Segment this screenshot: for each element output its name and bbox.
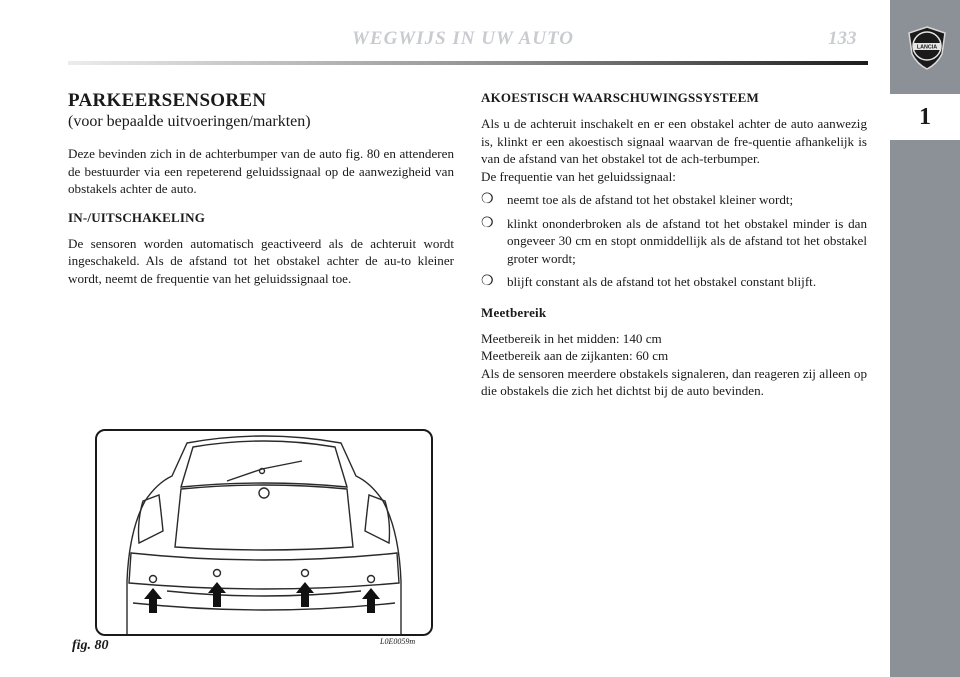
bullet-icon: ❍ — [481, 274, 494, 289]
range-note: Als de sensoren meerdere obstakels signaleren, dan reageren zij alleen op die obstakels die zich het dichtst bij de auto bevinden. — [481, 365, 867, 398]
list-item: ❍ blijft constant als de afstand tot het obstakel constant blijft. — [481, 274, 817, 289]
page-number: 133 — [828, 28, 857, 49]
list-item: ❍ klinkt ononderbroken als de afstand tot het obstakel minder is dan ongeveer 30 cm en stopt onmiddellijk als de afstand tot het obstakel groter wordt; — [481, 215, 867, 266]
acoustic-heading: AKOESTISCH WAARSCHUWINGSSYSTEEM — [481, 90, 759, 105]
header-rule — [68, 61, 868, 65]
section-subtitle: (voor bepaalde uitvoeringen/markten) — [68, 113, 311, 130]
range-sides: Meetbereik aan de zijkanten: 60 cm — [481, 348, 669, 363]
figure-caption: fig. 80 — [72, 638, 109, 653]
acoustic-intro: Als u de achteruit inschakelt en er een obstakel achter de auto aanwezig is, klinkt er een akoestisch signaal waarvan de fre-quentie afhankelijk is van de afstand van het obstakel tot de ach-terbumper. — [481, 116, 867, 166]
bullet-icon: ❍ — [481, 215, 494, 231]
right-column — [481, 90, 867, 400]
car-rear-illustration — [97, 431, 431, 634]
figure-code: L0E0059m — [380, 637, 416, 646]
chapter-tab[interactable]: 1 — [890, 94, 960, 140]
header-title: WEGWIJS IN UW AUTO — [352, 28, 574, 49]
left-column — [68, 90, 454, 287]
section-title: PARKEERSENSOREN — [68, 90, 267, 111]
frequency-label: De frequentie van het geluidssignaal: — [481, 168, 676, 184]
figure-80 — [95, 429, 433, 636]
frequency-list — [481, 191, 867, 291]
list-item: ❍ neemt toe als de afstand tot het obstakel kleiner wordt; — [481, 192, 794, 207]
range-heading: Meetbereik — [481, 304, 547, 320]
range-center: Meetbereik in het midden: 140 cm — [481, 330, 662, 346]
activation-paragraph: De sensoren worden automatisch geactiveerd als de achteruit wordt ingeschakeld. Als de afstand tot het obstakel achter de au-to kleiner wordt, neemt de frequentie van het geluidssignaal toe. — [68, 235, 454, 286]
lancia-logo-icon — [907, 26, 947, 70]
bullet-icon: ❍ — [481, 192, 494, 207]
intro-paragraph: Deze bevinden zich in de achterbumper van de auto fig. 80 en attenderen de bestuurder via een repeterend geluidssignaal op de aanwezigheid van obstakels achter de auto. — [68, 146, 454, 196]
activation-heading: IN-/UITSCHAKELING — [68, 209, 206, 225]
logo-lettering: LANCIA — [916, 44, 938, 51]
